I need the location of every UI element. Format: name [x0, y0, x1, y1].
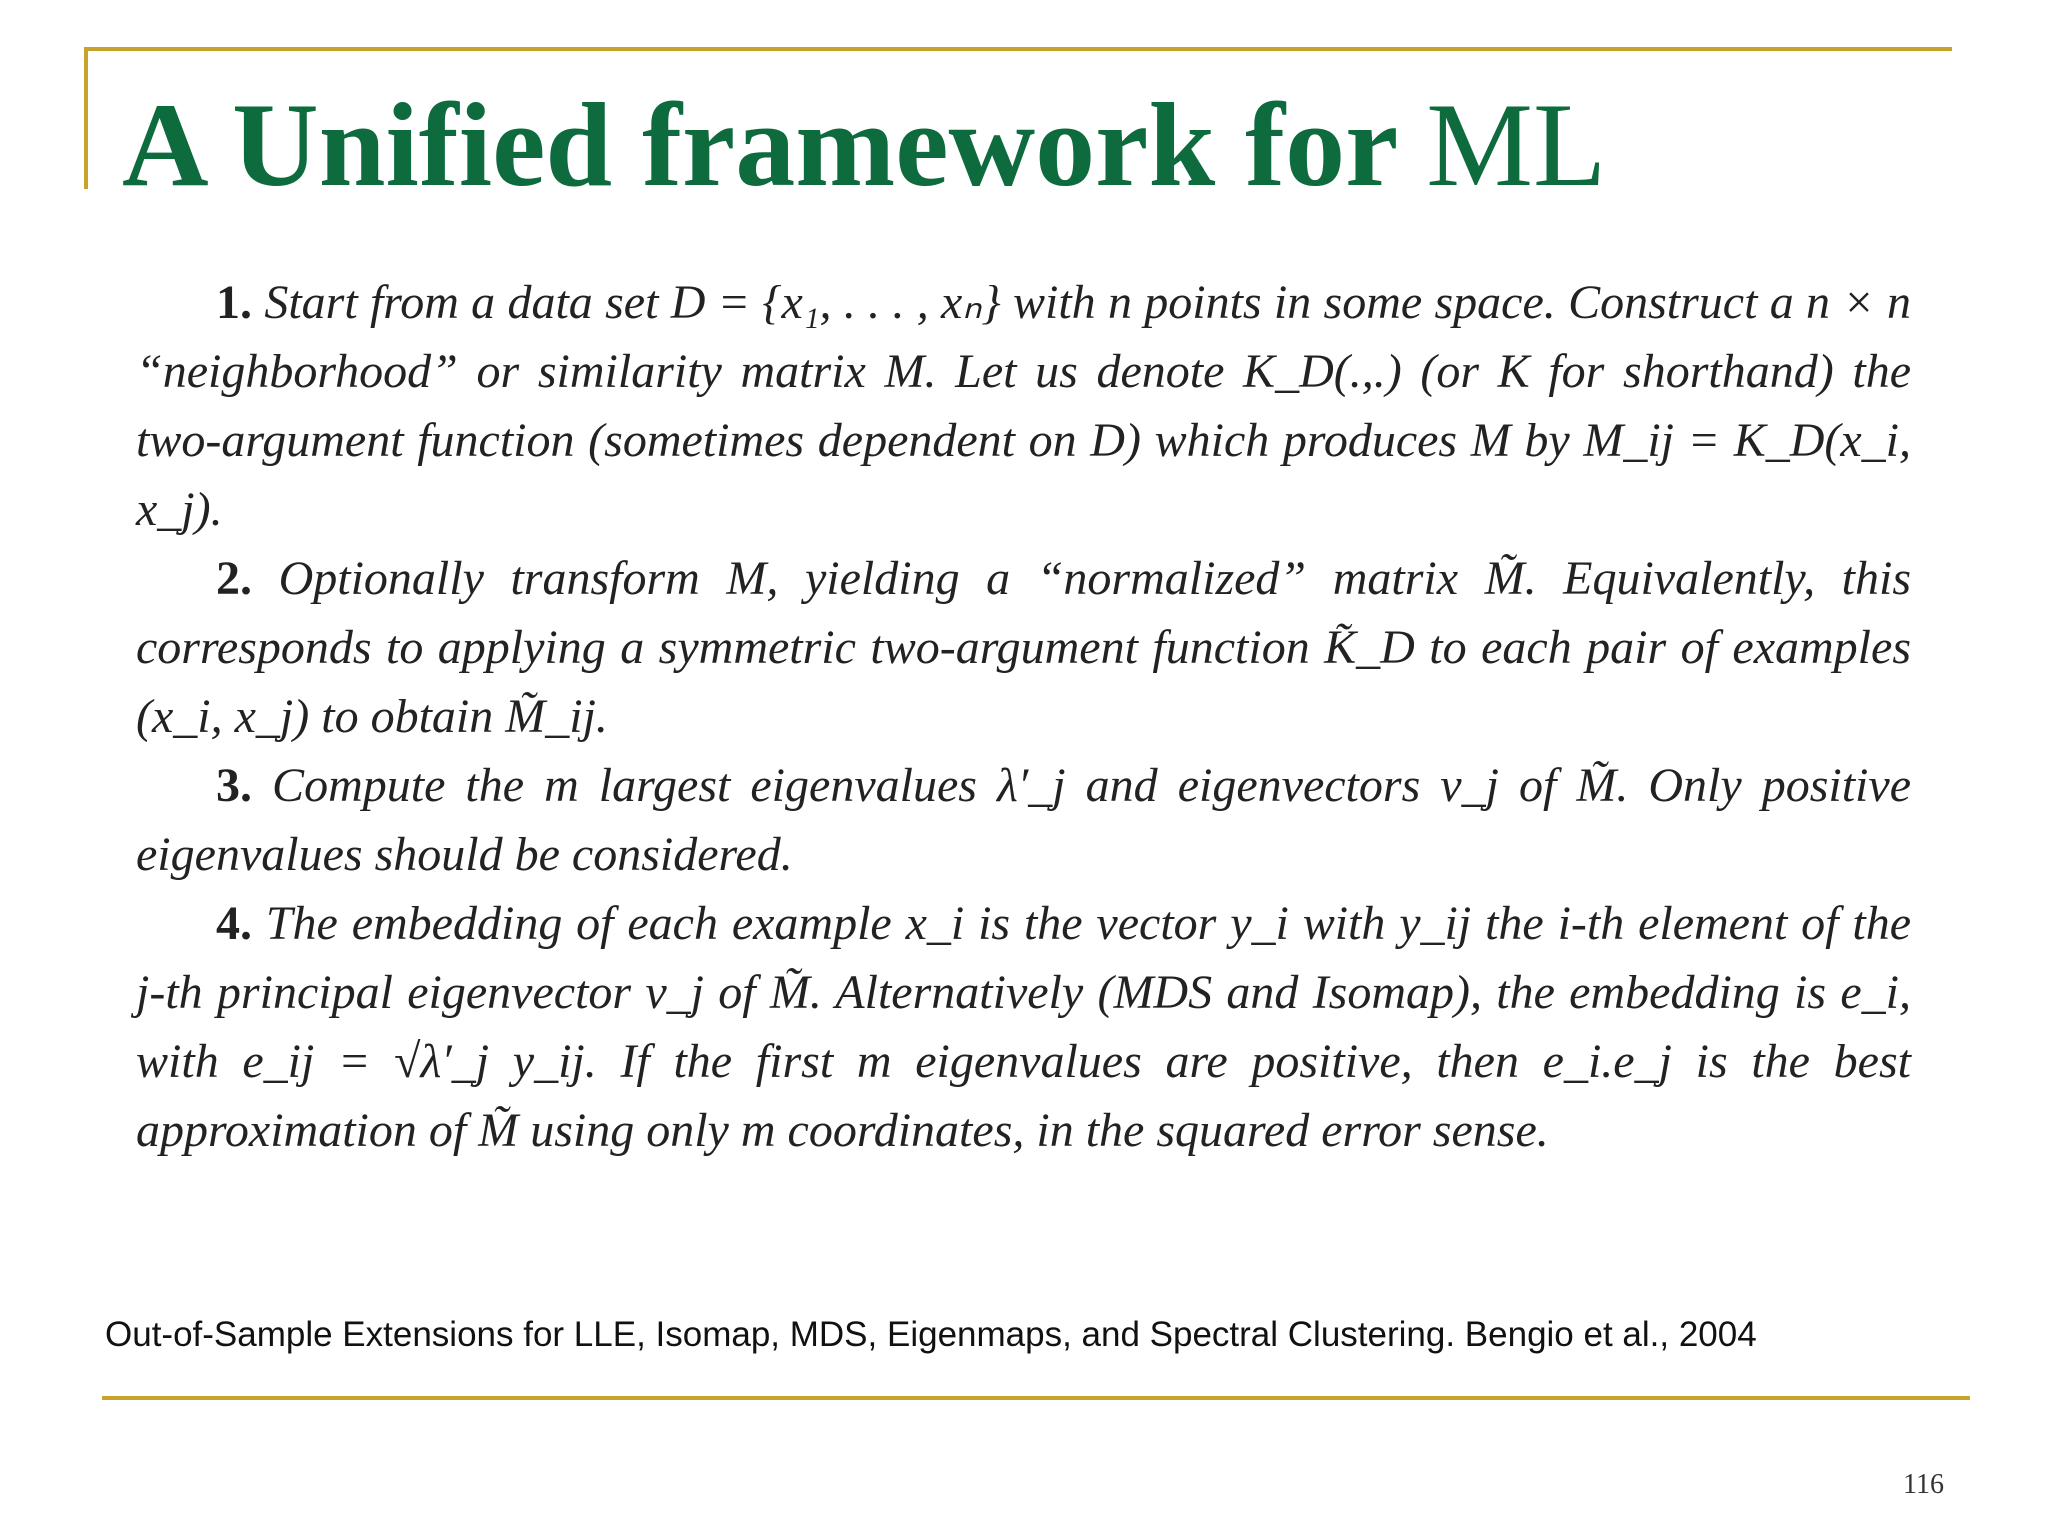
step-number: 4. [216, 897, 252, 950]
bottom-rule [102, 1396, 1970, 1400]
slide-title [122, 76, 1606, 214]
step-number: 2. [216, 552, 252, 605]
step-2 [136, 544, 1911, 751]
step-text: Start from a data set D = {x₁, . . . , xₙ} with n points in some space. Construct a n × n “neighborhood” or similarity matrix M. Let us denote K_D(.,.) (or K for shorthand) the two-argument function (sometimes dependent on D) which produces M by M_ij = K_D(x_i, x_j). [136, 276, 1912, 536]
citation: Out-of-Sample Extensions for LLE, Isomap, MDS, Eigenmaps, and Spectral Clustering. Bengio et al., 2004 [105, 1315, 1757, 1354]
step-number: 1. [216, 276, 252, 329]
step-3 [136, 751, 1911, 889]
step-text: Optionally transform M, yielding a “normalized” matrix M̃. Equivalently, this corresponds to applying a symmetric two-argument function K̃_D to each pair of examples (x_i, x_j) to obtain M̃_ij. [136, 552, 1912, 743]
step-number: 3. [216, 759, 252, 812]
page-number: 116 [1903, 1469, 1944, 1500]
step-text: The embedding of each example x_i is the vector y_i with y_ij the i-th element of the j-th principal eigenvector v_j of M̃. Alternatively (MDS and Isomap), the embedding is e_i, with e_ij = √λ′_j y_ij. If the first m eigenvalues are positive, then e_i.e_j is the best approximation of M̃ using only m coordinates, in the squared error sense. [136, 897, 1912, 1157]
step-4 [136, 889, 1911, 1165]
left-rule [84, 47, 88, 189]
step-1 [136, 268, 1911, 544]
slide-title-bold: A Unified framework for [122, 78, 1397, 211]
step-text: Compute the m largest eigenvalues λ′_j and eigenvectors v_j of M̃. Only positive eigenvalues should be considered. [136, 759, 1912, 881]
top-rule [84, 47, 1952, 51]
algorithm-steps [136, 268, 1911, 1165]
slide-title-light: ML [1426, 78, 1607, 211]
